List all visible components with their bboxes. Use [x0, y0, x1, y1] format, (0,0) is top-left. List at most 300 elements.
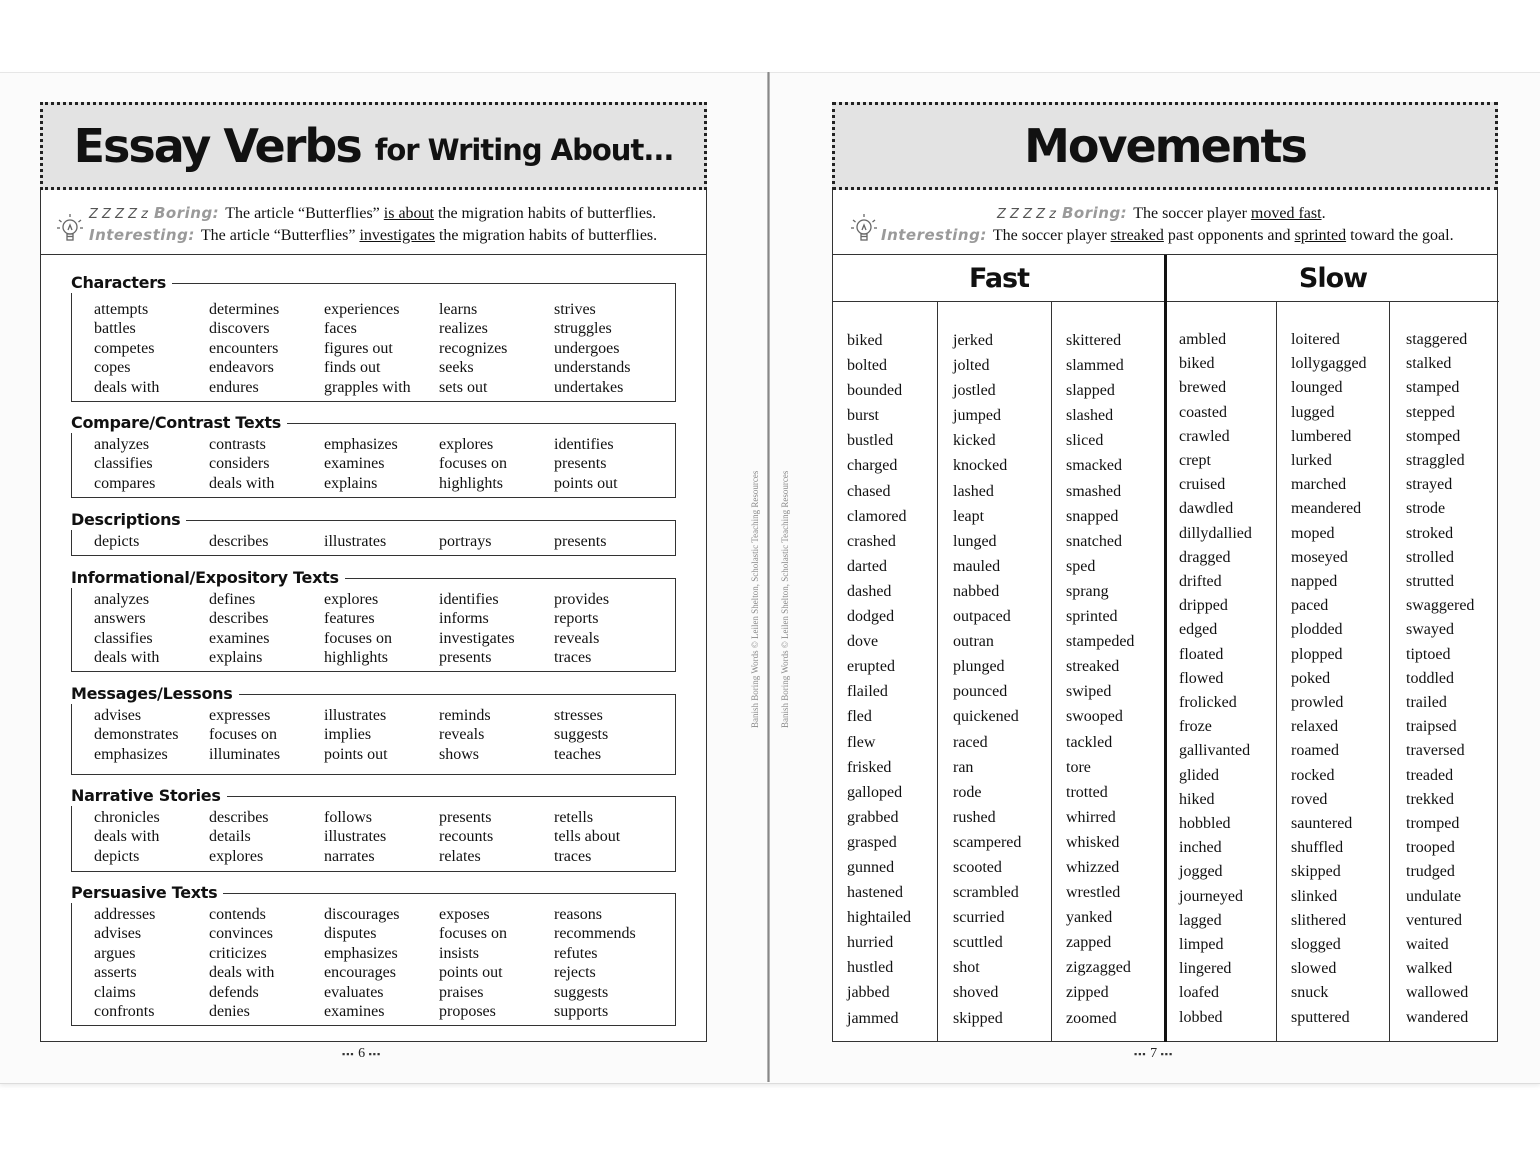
verb-word: explores — [439, 436, 494, 453]
verb-word: denies — [209, 1003, 250, 1021]
verb-word: emphasizes — [94, 745, 168, 763]
movement-word: jerked — [953, 332, 993, 349]
word-column — [94, 435, 209, 493]
movement-word: jammed — [847, 1009, 899, 1027]
verb-word: rejects — [554, 964, 596, 982]
left-title-sub: for Writing About... — [374, 133, 674, 167]
verb-word: emphasizes — [324, 944, 398, 962]
movement-word: dashed — [847, 582, 892, 600]
verb-word: describes — [209, 610, 269, 628]
lightbulb-icon — [849, 212, 879, 246]
verb-word: defines — [209, 591, 256, 608]
verb-word: contends — [209, 906, 266, 923]
movement-word: burst — [847, 407, 879, 425]
movement-word: grabbed — [847, 808, 899, 826]
verb-word: presents — [554, 455, 607, 473]
verb-word: confronts — [94, 1003, 155, 1021]
verb-word: seeks — [439, 359, 474, 377]
verb-word: identifies — [439, 591, 499, 608]
verb-word: portrays — [439, 533, 492, 550]
movement-word: scurried — [953, 909, 1005, 927]
movement-word: outran — [953, 633, 994, 651]
verb-word: identifies — [554, 436, 614, 453]
movement-word: scuttled — [953, 934, 1003, 952]
movement-word: plodded — [1291, 621, 1343, 639]
word-column — [209, 590, 324, 668]
movement-word: moseyed — [1291, 548, 1348, 566]
verb-word: tells about — [554, 828, 621, 846]
movement-word: lollygagged — [1291, 355, 1367, 373]
verb-word: recommends — [554, 925, 636, 943]
word-column — [554, 808, 669, 866]
movement-word: sprinted — [1066, 608, 1118, 626]
movement-word: stroked — [1406, 524, 1454, 542]
word-column — [209, 300, 324, 397]
verb-word: retells — [554, 809, 594, 826]
word-column — [209, 435, 324, 493]
movement-word: lurked — [1291, 452, 1332, 470]
verb-word: points out — [554, 474, 618, 492]
verb-word: exposes — [439, 906, 490, 923]
verb-word: analyzes — [94, 436, 150, 453]
movement-word: outpaced — [953, 608, 1011, 626]
verb-word: classifies — [94, 629, 153, 647]
movement-word: cruised — [1179, 476, 1226, 494]
movement-word: strutted — [1406, 573, 1454, 591]
verb-word: insists — [439, 944, 480, 962]
page-number-7: ▪▪▪ 7 ▪▪▪ — [1134, 1046, 1174, 1061]
movement-word: scrambled — [953, 884, 1019, 902]
word-columns — [94, 532, 676, 551]
verb-word: reasons — [554, 906, 602, 923]
movement-word: crawled — [1179, 427, 1230, 445]
movement-word: waited — [1406, 936, 1449, 954]
movement-word: whisked — [1066, 833, 1120, 851]
verb-word: provides — [554, 591, 610, 608]
movement-word: skipped — [953, 1009, 1003, 1027]
movement-word: clamored — [847, 507, 907, 525]
verb-word: explores — [209, 847, 264, 865]
movement-word: ran — [953, 758, 974, 776]
movement-word: rode — [953, 783, 982, 801]
movement-word: shuffled — [1291, 839, 1344, 857]
movement-word: frolicked — [1179, 694, 1237, 712]
verb-word: examines — [324, 1003, 385, 1021]
movement-word: smashed — [1066, 482, 1122, 500]
movement-word: snatched — [1066, 532, 1122, 550]
movement-word: snuck — [1291, 984, 1329, 1002]
verb-word: realizes — [439, 320, 488, 338]
word-column — [439, 590, 554, 668]
movement-word: wallowed — [1406, 984, 1469, 1002]
left-title-banner — [40, 102, 707, 190]
verb-word: presents — [554, 533, 607, 550]
movement-word: prowled — [1291, 694, 1344, 712]
movement-word: flailed — [847, 683, 888, 701]
word-columns — [94, 808, 676, 866]
movement-word: rushed — [953, 808, 996, 826]
verb-word: points out — [324, 745, 388, 763]
movement-word: knocked — [953, 457, 1008, 475]
movement-word: lingered — [1179, 960, 1232, 978]
movement-word: flowed — [1179, 669, 1224, 687]
verb-word: relates — [439, 847, 481, 865]
verb-word: discourages — [324, 906, 400, 923]
verb-word: traces — [554, 649, 592, 667]
section-title: Descriptions — [71, 510, 186, 530]
movement-word: tromped — [1406, 815, 1460, 833]
movement-word: toddled — [1406, 669, 1454, 687]
verb-word: struggles — [554, 320, 612, 338]
movement-word: slammed — [1066, 357, 1124, 375]
movement-word: lounged — [1291, 379, 1343, 397]
slow-column — [1291, 328, 1367, 1030]
word-columns — [94, 435, 676, 493]
movement-word: trailed — [1406, 694, 1447, 712]
movement-word: tackled — [1066, 733, 1113, 751]
movement-word: hustled — [847, 959, 894, 977]
movement-word: galloped — [847, 783, 903, 801]
movement-word: chased — [847, 482, 891, 500]
movement-word: stomped — [1406, 427, 1461, 445]
fast-column — [847, 328, 911, 1031]
verb-word: claims — [94, 983, 136, 1001]
verb-word: competes — [94, 339, 155, 357]
movement-word: bounded — [847, 382, 903, 400]
zzz-icon: Z Z Z Z z — [89, 207, 148, 222]
fast-column — [1066, 328, 1134, 1031]
movement-word: undulate — [1406, 887, 1462, 905]
movement-word: hobbled — [1179, 815, 1231, 833]
word-column — [209, 808, 324, 866]
verb-word: follows — [324, 809, 372, 826]
verb-word: presents — [439, 649, 492, 667]
movement-word: nabbed — [953, 582, 1000, 600]
movement-word: tiptoed — [1406, 645, 1451, 663]
verb-word: reminds — [439, 707, 491, 724]
movement-word: crashed — [847, 532, 896, 550]
interesting-verb: sprinted — [1294, 227, 1347, 244]
verb-word: discovers — [209, 320, 270, 338]
movement-word: scampered — [953, 833, 1022, 851]
verb-word: reveals — [554, 629, 600, 647]
movement-word: raced — [953, 733, 988, 751]
lightbulb-icon — [55, 212, 85, 246]
left-content-box — [40, 255, 707, 1042]
section-persuasive — [71, 883, 676, 1026]
verb-word: recognizes — [439, 339, 508, 357]
movement-word: skittered — [1066, 332, 1122, 349]
verb-word: deals with — [94, 378, 160, 396]
movement-word: relaxed — [1291, 718, 1339, 736]
word-column — [209, 532, 324, 551]
verb-word: highlights — [439, 474, 504, 492]
word-columns — [94, 590, 676, 668]
verb-word: depicts — [94, 533, 140, 550]
verb-word: explores — [324, 591, 379, 608]
verb-word: sets out — [439, 378, 488, 396]
right-example-box — [832, 190, 1498, 255]
verb-word: focuses on — [324, 629, 392, 647]
movement-word: bustled — [847, 432, 894, 450]
verb-word: proposes — [439, 1003, 496, 1021]
movement-word: stepped — [1406, 403, 1455, 421]
verb-word: illuminates — [209, 745, 281, 763]
movement-word: slapped — [1066, 382, 1115, 400]
boring-verb: is about — [383, 205, 434, 222]
verb-word: reports — [554, 610, 599, 628]
left-page — [0, 72, 767, 1082]
movement-word: roved — [1291, 790, 1328, 808]
movement-word: bolted — [847, 357, 887, 375]
verb-word: copes — [94, 359, 131, 377]
interesting-tag: Interesting: — [89, 226, 195, 244]
movement-word: crept — [1179, 452, 1211, 470]
movement-word: hightailed — [847, 909, 911, 927]
movement-word: gunned — [847, 858, 895, 876]
movement-word: glided — [1179, 766, 1219, 784]
section-title: Informational/Expository Texts — [71, 568, 345, 588]
boring-verb: moved fast — [1250, 205, 1322, 222]
movement-word: roamed — [1291, 742, 1339, 760]
verb-word: focuses on — [209, 726, 277, 744]
word-column — [324, 532, 439, 551]
movement-word: ventured — [1406, 911, 1462, 929]
word-column — [324, 300, 439, 397]
movement-word: sprang — [1066, 582, 1109, 600]
movement-word: floated — [1179, 645, 1224, 663]
boring-tag: Boring: — [1061, 204, 1128, 222]
verb-word: contrasts — [209, 436, 266, 453]
movement-word: napped — [1291, 573, 1338, 591]
verb-word: disputes — [324, 925, 377, 943]
movement-word: traversed — [1406, 742, 1465, 760]
movement-word: mauled — [953, 557, 1001, 575]
verb-word: refutes — [554, 944, 598, 962]
word-column — [94, 532, 209, 551]
page-number-6: ▪▪▪ 6 ▪▪▪ — [342, 1046, 382, 1061]
movement-word: ambled — [1179, 331, 1227, 348]
movement-word: plopped — [1291, 645, 1343, 663]
verb-word: advises — [94, 925, 142, 943]
movement-word: moped — [1291, 524, 1335, 542]
movement-word: slashed — [1066, 407, 1114, 425]
movement-word: plunged — [953, 658, 1005, 676]
verb-word: explains — [209, 649, 263, 667]
movement-word: jogged — [1179, 863, 1223, 881]
movement-word: tore — [1066, 758, 1091, 776]
word-column — [554, 532, 669, 551]
section-characters — [71, 273, 676, 402]
word-column — [439, 532, 554, 551]
word-column — [94, 706, 209, 764]
movement-word: lashed — [953, 482, 994, 500]
movement-word: snapped — [1066, 507, 1119, 525]
word-column — [94, 590, 209, 668]
movement-word: trooped — [1406, 839, 1455, 857]
verb-word: learns — [439, 301, 478, 318]
zzz-icon: Z Z Z Z z — [997, 207, 1056, 222]
movement-word: jabbed — [847, 984, 890, 1002]
movement-word: shot — [953, 959, 980, 977]
verb-word: examines — [209, 629, 270, 647]
movement-word: hurried — [847, 934, 894, 952]
verb-word: faces — [324, 320, 357, 338]
movement-word: loafed — [1179, 984, 1219, 1002]
fast-header: Fast — [968, 263, 1030, 294]
movement-word: strode — [1406, 500, 1446, 518]
section-title: Characters — [71, 273, 172, 293]
movement-word: smacked — [1066, 457, 1122, 475]
word-column — [554, 300, 669, 397]
movement-word: paced — [1291, 597, 1329, 615]
movement-word: sped — [1066, 557, 1096, 575]
boring-example: Z Z Z Z z Boring: The soccer player moved fast. — [997, 204, 1326, 222]
boring-example: Z Z Z Z z Boring: The article “Butterflies” is about the migration habits of butterflies. — [89, 204, 657, 222]
verb-word: figures out — [324, 339, 393, 357]
movement-word: meandered — [1291, 500, 1362, 518]
word-columns — [94, 706, 676, 764]
movement-word: zigzagged — [1066, 959, 1131, 977]
verb-word: experiences — [324, 301, 400, 318]
movement-word: sauntered — [1291, 815, 1353, 833]
word-column — [94, 905, 209, 1021]
verb-word: argues — [94, 944, 136, 962]
movement-word: dove — [847, 633, 879, 651]
verb-word: narrates — [324, 847, 375, 865]
verb-word: undergoes — [554, 339, 620, 357]
word-column — [209, 706, 324, 764]
verb-word: encourages — [324, 964, 396, 982]
verb-word: chronicles — [94, 809, 160, 826]
word-columns — [94, 905, 676, 1021]
movement-word: strayed — [1406, 476, 1453, 494]
movement-word: trotted — [1066, 783, 1108, 801]
movement-word: zoomed — [1066, 1009, 1117, 1027]
verb-word: determines — [209, 301, 280, 318]
movement-word: slogged — [1291, 936, 1341, 954]
verb-word: supports — [554, 1003, 609, 1021]
section-informational — [71, 568, 676, 672]
verb-word: undertakes — [554, 378, 624, 396]
verb-word: implies — [324, 726, 372, 744]
word-columns — [94, 300, 676, 397]
verb-word: details — [209, 828, 251, 846]
verb-word: deals with — [209, 474, 275, 492]
word-column — [439, 300, 554, 397]
verb-word: demonstrates — [94, 726, 179, 744]
movement-word: sputtered — [1291, 1008, 1350, 1026]
movement-word: whirred — [1066, 808, 1116, 826]
verb-word: battles — [94, 320, 136, 338]
section-compare-contrast — [71, 413, 676, 498]
movement-word: slinked — [1291, 887, 1338, 905]
movement-word: froze — [1179, 718, 1212, 736]
section-title: Messages/Lessons — [71, 684, 239, 704]
verb-word: encounters — [209, 339, 279, 357]
spine-credit: Banish Boring Words © Leilen Shelton, Scholastic Teaching Resources — [750, 470, 760, 728]
section-title: Compare/Contrast Texts — [71, 413, 287, 433]
movement-word: pounced — [953, 683, 1008, 701]
movement-word: swaggered — [1406, 597, 1475, 615]
section-title: Persuasive Texts — [71, 883, 223, 903]
left-example-box — [40, 190, 707, 255]
verb-word: stresses — [554, 707, 603, 724]
verb-word: addresses — [94, 906, 156, 923]
verb-word: grapples with — [324, 378, 411, 396]
word-column — [324, 808, 439, 866]
movement-word: wandered — [1406, 1008, 1469, 1026]
movement-word: trekked — [1406, 790, 1454, 808]
verb-word: investigates — [439, 629, 515, 647]
movement-word: erupted — [847, 658, 895, 676]
movement-word: stamped — [1406, 379, 1460, 397]
movement-word: lagged — [1179, 911, 1222, 929]
section-messages — [71, 684, 676, 775]
movement-word: slowed — [1291, 960, 1337, 978]
right-title: Movements — [1024, 119, 1306, 173]
movement-word: swooped — [1066, 708, 1123, 726]
movement-word: shoved — [953, 984, 999, 1002]
verb-word: convinces — [209, 925, 273, 943]
word-column — [94, 300, 209, 397]
movement-word: streaked — [1066, 658, 1120, 676]
movement-word: whizzed — [1066, 858, 1120, 876]
movement-word: wrestled — [1066, 884, 1121, 902]
verb-word: examines — [324, 455, 385, 473]
slow-column — [1406, 328, 1474, 1030]
verb-word: depicts — [94, 847, 140, 865]
verb-word: criticizes — [209, 944, 267, 962]
movement-word: dawdled — [1179, 500, 1234, 518]
movement-word: biked — [1179, 355, 1215, 373]
movement-word: gallivanted — [1179, 742, 1251, 760]
verb-word: explains — [324, 474, 378, 492]
movement-word: edged — [1179, 621, 1218, 639]
verb-word: illustrates — [324, 707, 387, 724]
word-column — [439, 435, 554, 493]
right-page — [770, 72, 1540, 1082]
interesting-tag: Interesting: — [881, 226, 987, 244]
verb-word: defends — [209, 983, 259, 1001]
word-column — [439, 905, 554, 1021]
movement-word: sliced — [1066, 432, 1104, 450]
movement-word: journeyed — [1179, 887, 1243, 905]
verb-word: describes — [209, 809, 269, 826]
verb-word: suggests — [554, 983, 609, 1001]
word-column — [554, 905, 669, 1021]
section-title: Narrative Stories — [71, 786, 227, 806]
fast-slow-divider — [1164, 255, 1167, 1042]
verb-word: traces — [554, 847, 592, 865]
word-column — [324, 706, 439, 764]
movement-word: limped — [1179, 936, 1224, 954]
movement-word: jostled — [953, 382, 996, 400]
movement-word: swayed — [1406, 621, 1454, 639]
word-column — [554, 590, 669, 668]
movement-word: zapped — [1066, 934, 1112, 952]
verb-word: strives — [554, 301, 596, 318]
movement-word: rocked — [1291, 766, 1335, 784]
movement-word: lumbered — [1291, 427, 1352, 445]
verb-word: analyzes — [94, 591, 150, 608]
verb-word: points out — [439, 964, 503, 982]
verb-word: features — [324, 610, 375, 628]
word-column — [324, 590, 439, 668]
section-descriptions — [71, 510, 676, 556]
verb-word: expresses — [209, 707, 271, 724]
movement-word: poked — [1291, 669, 1331, 687]
